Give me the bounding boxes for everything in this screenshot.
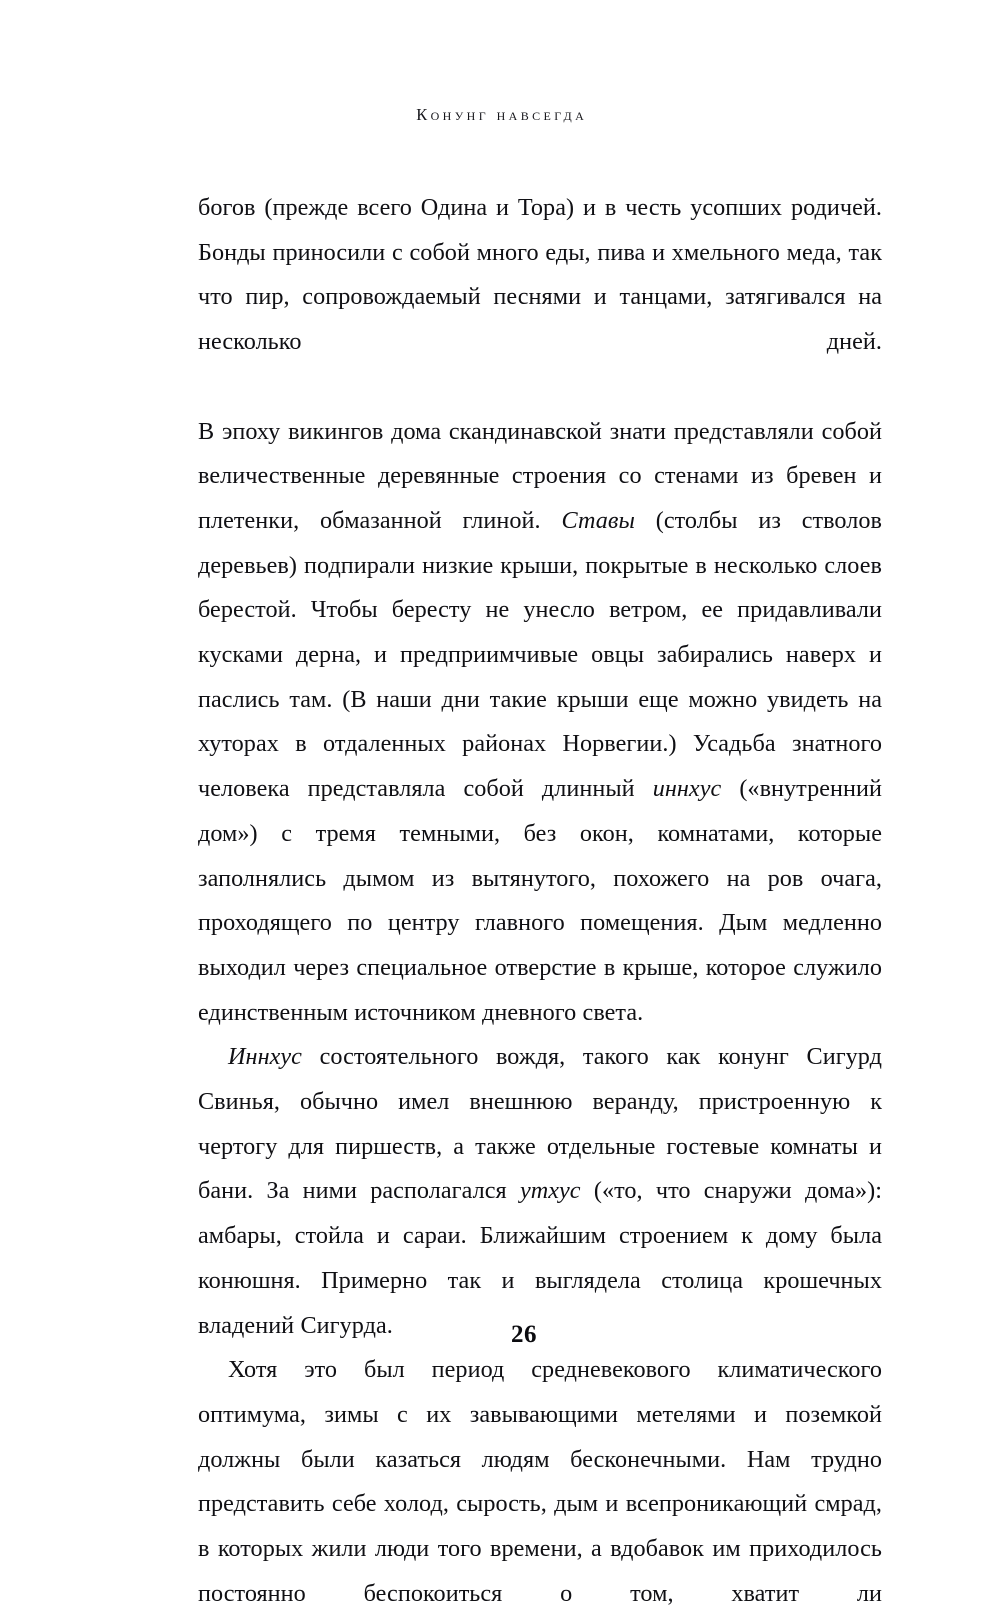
paragraph-2-run-1: В эпоху викингов дома скандинавской знати представляли собой величественные деревянные строения со стенами из бревен и плетенки, обмазанной глиной. xyxy=(198,417,882,534)
paragraph-2-run-5: («внутренний дом») с тремя темными, без окон, комнатами, которые заполнялись дымом из вытянутого, похожего на ров очага, проходящего по центру главного помещения. Дым медленно выходил через специальное отверстие в крыше, которое служило единственным источником дневного света. xyxy=(198,775,882,1026)
paragraph-3-run-3-italic-uthus: утхус xyxy=(519,1177,581,1205)
paragraph-2 xyxy=(198,410,882,1036)
paragraph-4 xyxy=(198,1348,882,1616)
paragraph-3-run-2: состоятельного вождя, такого как конунг Сигурд Свинья, обычно имел внешнюю веранду, пристроенную к чертогу для пиршеств, а также отдельные гостевые комнаты и бани. За ними располагался xyxy=(198,1043,882,1205)
page-number xyxy=(0,1320,1000,1350)
paragraph-2-run-3: (столбы из стволов деревьев) подпирали низкие крыши, покрытые в несколько слоев берестой. Чтобы бересту не унесло ветром, ее придавливали кусками дерна, и предприимчивые овцы забирались наверх и паслись там. (В наши дни такие крыши еще можно увидеть на хуторах в отдаленных районах Норвегии.) Усадьба знатного человека представляла собой длинный xyxy=(198,506,882,803)
body-text-block xyxy=(198,186,882,1616)
page-number-value: 26 xyxy=(511,1321,537,1348)
paragraph-2-run-4-italic-innhus: иннхус xyxy=(652,775,722,803)
running-head: Конунг навсегда xyxy=(416,105,588,124)
paragraph-4-run-1: Хотя это был период средневекового климатического оптимума, зимы с их завывающими метелями и поземкой должны были казаться людям бесконечными. Нам трудно представить себе холод, сырость, дым и всепроникающий смрад, в которых жили люди того времени, а вдобавок им приходилось постоянно беспокоиться о том, хватит ли xyxy=(198,1356,882,1607)
paragraph-1 xyxy=(198,186,882,365)
paragraph-3 xyxy=(198,1035,882,1348)
paragraph-3-run-4: («то, что снаружи дома»): амбары, стойла и сараи. Ближайшим строением к дому была конюшня. Примерно так и выглядела столица крошечных владений Сигурда. xyxy=(198,1177,882,1339)
paragraph-1-run-1: богов (прежде всего Одина и Тора) и в честь усопших родичей. Бонды приносили с собой много еды, пива и хмельного меда, так что пир, сопровождаемый песнями и танцами, затягивался на несколько дней. xyxy=(198,194,882,356)
paragraph-3-run-1-italic-innhus: Иннхус xyxy=(228,1043,302,1071)
paragraph-2-run-2-italic-stavy: Ставы xyxy=(561,506,635,534)
